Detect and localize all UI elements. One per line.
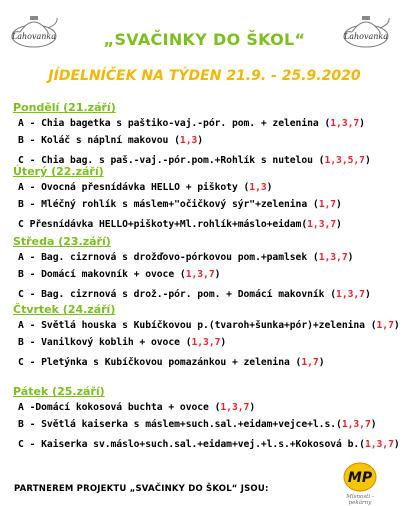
allergens: 1,3,7	[364, 439, 394, 450]
menu-item-close: )	[266, 182, 273, 193]
mp-partner-caption: Mlsnosti - pekárny	[346, 494, 374, 506]
menu-item	[18, 252, 353, 263]
allergens: 1,3	[249, 182, 267, 193]
menu-item-text: C - Bag. cizrnová s drož.-pór. pom. + Domácí makovník (	[18, 289, 337, 300]
day-heading: Čtvrtek (24.září)	[13, 303, 116, 316]
menu-item-text: B - Domácí makovník + ovoce (	[18, 269, 186, 280]
menu-item	[18, 199, 342, 210]
menu-item	[18, 320, 400, 331]
menu-item	[18, 419, 377, 430]
menu-item	[18, 357, 325, 368]
menu-item-close: )	[197, 135, 204, 146]
allergens: 1,3,7	[185, 269, 215, 280]
menu-item-text: C - Pletýnka s Kubíčkovou pomazánkou + zelenina (	[18, 357, 302, 368]
menu-item-text: C Přesnídávka HELLO+piškoty+Ml.rohlík+máslo+eidam(	[18, 219, 308, 230]
menu-item-close: )	[214, 269, 221, 280]
menu-item	[18, 118, 365, 129]
day-heading: Středa (23.září)	[13, 235, 111, 248]
menu-item-close: )	[364, 155, 371, 166]
menu-item	[18, 337, 226, 348]
menu-item-close: )	[336, 219, 342, 230]
day-heading: Pátek (25.září)	[13, 385, 105, 398]
menu-week-title: JÍDELNÍČEK NA TÝDEN 21.9. - 25.9.2020	[48, 68, 361, 84]
menu-item-text: A - Bag. cizrnová s drožďovo-pórkovou pom.+pamlsek (	[18, 252, 319, 263]
menu-item	[18, 439, 400, 450]
menu-item-close: )	[249, 402, 256, 413]
menu-item-text: A - Světlá houska s Kubíčkovou p.(tvaroh+šunka+pór)+zelenina (	[18, 320, 377, 331]
menu-item-close: )	[359, 118, 365, 129]
partners-footer: PARTNEREM PROJEKTU „SVAČINKY DO ŠKOL“ JSOU:	[14, 484, 269, 494]
allergens: 1,3,7	[220, 402, 250, 413]
menu-item-text: B - Světlá kaiserka s máslem+such.sal.+eidam+vejce+l.s.(	[18, 419, 342, 430]
menu-item-text: B - Koláč s náplní makovou (	[18, 135, 180, 146]
menu-item-text: B - Vanilkový koblih + ovoce (	[18, 337, 192, 348]
allergens: 1,3,7	[318, 252, 348, 263]
mp-logo-text: MP	[347, 470, 373, 486]
allergens: 1,3,7	[307, 219, 337, 230]
day-heading: Pondělí (21.září)	[13, 101, 116, 114]
menu-item	[18, 289, 371, 300]
menu-item-close: )	[347, 252, 354, 263]
allergens: 1,3,7	[336, 289, 365, 300]
menu-item-text: B - Mléčný rohlík s máslem+"očičkový sýr"+zelenina (	[18, 199, 319, 210]
menu-item-close: )	[364, 289, 371, 300]
allergens: 1,7	[376, 320, 394, 331]
allergens: 1,3,5,7	[324, 155, 365, 166]
menu-item	[18, 269, 220, 280]
menu-item-close: )	[220, 337, 227, 348]
menu-item	[18, 182, 272, 193]
menu-item	[18, 219, 342, 230]
menu-item-text: C - Kaiserka sv.máslo+such.sal.+eidam+vej.+l.s.+Kokosová b.(	[18, 439, 365, 450]
logo-right-text: Lahovanka	[343, 32, 389, 41]
allergens: 1,3,7	[191, 337, 221, 348]
menu-item-text: A - Chia bagetka s paštiko-vaj.-pór. pom. + zelenina (	[18, 118, 331, 129]
project-title: „SVAČINKY DO ŠKOL“	[103, 30, 306, 49]
day-heading: Úterý (22.září)	[13, 165, 104, 178]
allergens: 1,3,7	[330, 118, 360, 129]
menu-item-close: )	[318, 357, 325, 368]
allergens: 1,3,7	[341, 419, 371, 430]
menu-item-text: C - Chia bag. s paš.-vaj.-pór.pom.+Rohlík s nutelou (	[18, 155, 325, 166]
menu-item-close: )	[393, 320, 400, 331]
menu-item	[18, 135, 203, 146]
logo-left-text: Lahovanka	[11, 32, 57, 41]
menu-item-text: A - Ovocná přesnídávka HELLO + piškoty (	[18, 182, 250, 193]
allergens: 1,3	[179, 135, 198, 146]
menu-item-text: A -Domácí kokosová buchta + ovoce (	[18, 402, 221, 413]
allergens: 1,7	[318, 199, 337, 210]
menu-item-close: )	[336, 199, 342, 210]
allergens: 1,7	[301, 357, 319, 368]
menu-item	[18, 402, 255, 413]
menu-item-close: )	[370, 419, 377, 430]
menu-item-close: )	[393, 439, 400, 450]
